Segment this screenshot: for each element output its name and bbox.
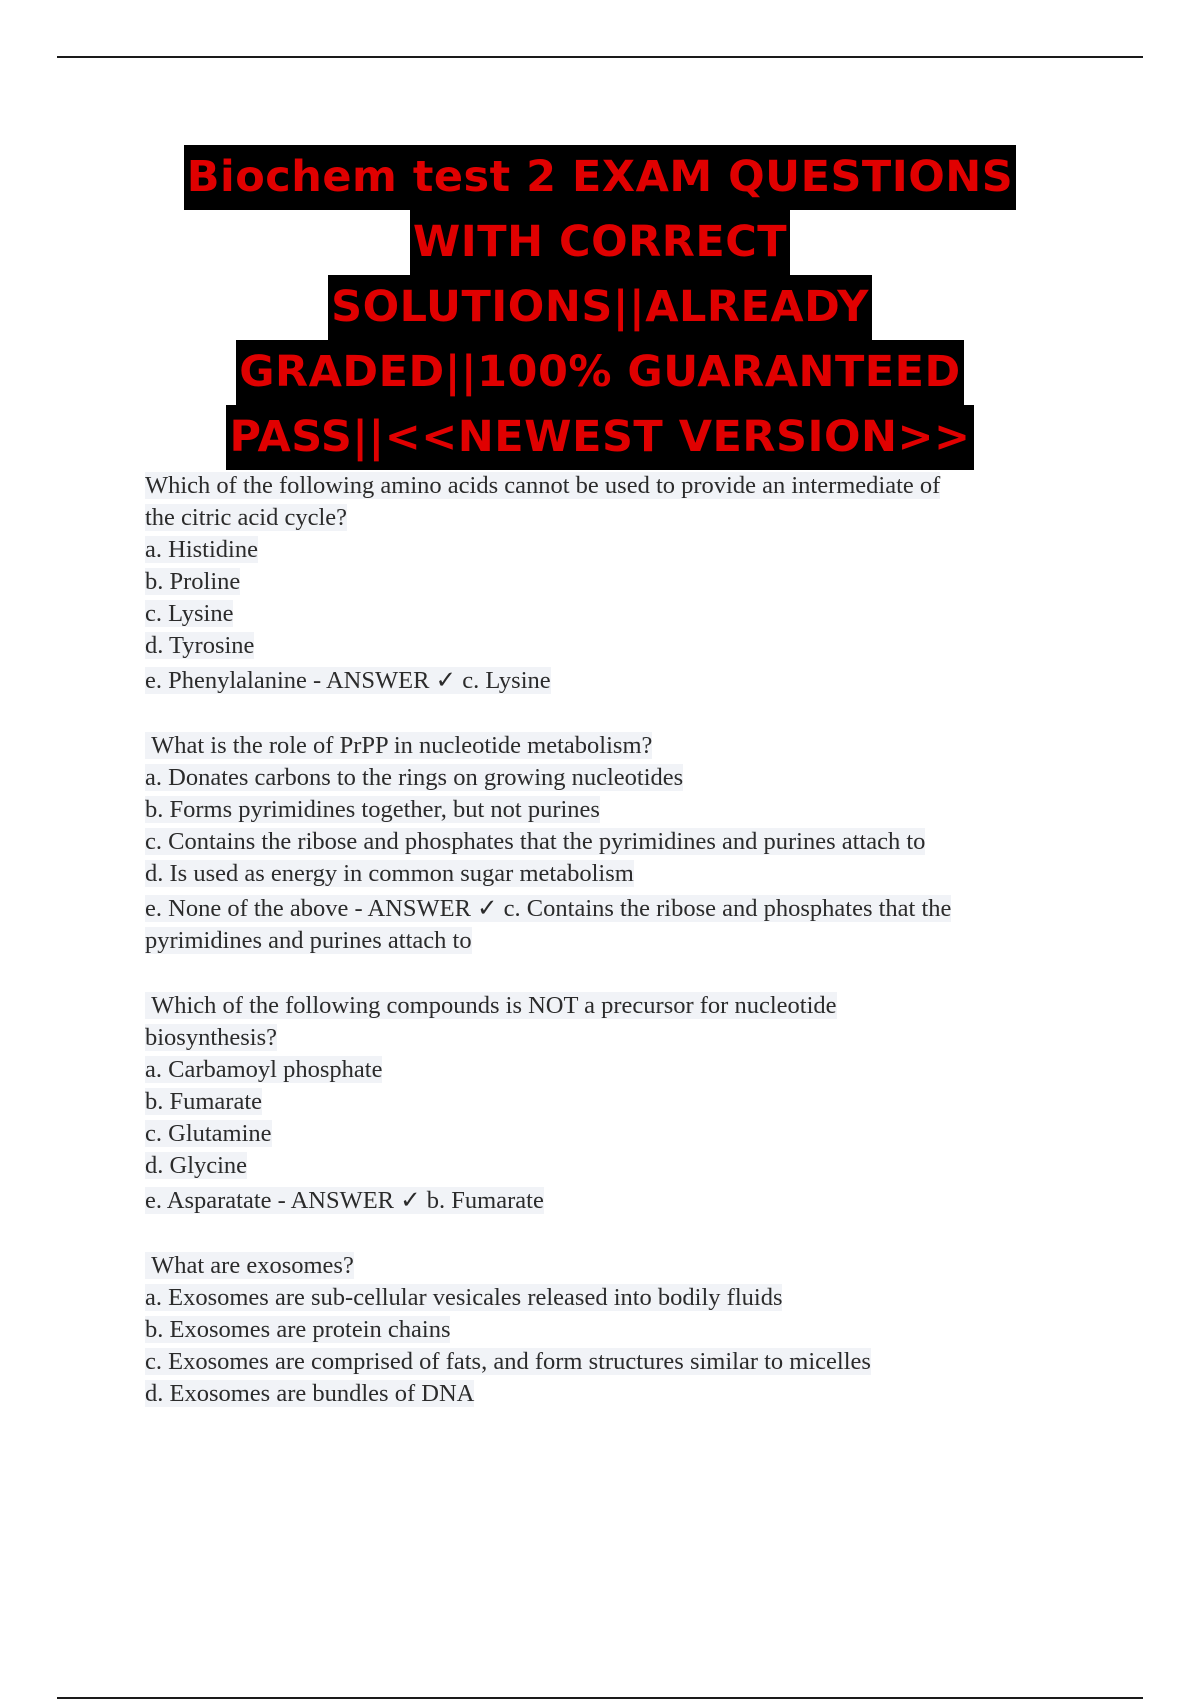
answer-key: e. None of the above - ANSWER ✓ c. Contains the ribose and phosphates that the xyxy=(145,895,952,922)
title-line: GRADED||100% GUARANTEED xyxy=(236,340,963,405)
title-line: PASS||<<NEWEST VERSION>> xyxy=(226,405,973,470)
header-rule xyxy=(57,56,1143,58)
question-text: What are exosomes? xyxy=(145,1252,354,1279)
answer-option: a. Carbamoyl phosphate xyxy=(145,1056,383,1083)
question-text: Which of the following amino acids cannot be used to provide an intermediate of xyxy=(145,472,941,499)
answer-key: e. Phenylalanine - ANSWER ✓ c. Lysine xyxy=(145,667,551,694)
answer-option: a. Donates carbons to the rings on growing nucleotides xyxy=(145,764,684,791)
answer-option: a. Exosomes are sub-cellular vesicales released into bodily fluids xyxy=(145,1284,783,1311)
question-text: What is the role of PrPP in nucleotide metabolism? xyxy=(145,732,653,759)
answer-key: pyrimidines and purines attach to xyxy=(145,927,472,954)
question-list xyxy=(145,470,1085,1410)
question-text: Which of the following compounds is NOT a precursor for nucleotide xyxy=(145,992,837,1019)
question-text: biosynthesis? xyxy=(145,1024,278,1051)
document-title xyxy=(0,145,1200,470)
answer-option: c. Lysine xyxy=(145,600,234,627)
answer-option: c. Glutamine xyxy=(145,1120,272,1147)
answer-option: c. Contains the ribose and phosphates that the pyrimidines and purines attach to xyxy=(145,828,926,855)
title-line: Biochem test 2 EXAM QUESTIONS xyxy=(184,145,1017,210)
answer-option: a. Histidine xyxy=(145,536,258,563)
question-block xyxy=(145,990,1085,1217)
answer-option: d. Glycine xyxy=(145,1152,248,1179)
answer-option: b. Forms pyrimidines together, but not purines xyxy=(145,796,600,823)
answer-key: e. Asparatate - ANSWER ✓ b. Fumarate xyxy=(145,1187,544,1214)
footer-rule xyxy=(57,1697,1143,1699)
question-block xyxy=(145,1250,1085,1410)
question-text: the citric acid cycle? xyxy=(145,504,347,531)
answer-option: d. Is used as energy in common sugar metabolism xyxy=(145,860,634,887)
answer-option: b. Proline xyxy=(145,568,241,595)
answer-option: b. Exosomes are protein chains xyxy=(145,1316,451,1343)
question-block xyxy=(145,730,1085,957)
answer-option: d. Tyrosine xyxy=(145,632,255,659)
answer-option: d. Exosomes are bundles of DNA xyxy=(145,1380,475,1407)
title-line: SOLUTIONS||ALREADY xyxy=(328,275,872,340)
title-line: WITH CORRECT xyxy=(410,210,790,275)
answer-option: b. Fumarate xyxy=(145,1088,263,1115)
question-block xyxy=(145,470,1085,697)
answer-option: c. Exosomes are comprised of fats, and form structures similar to micelles xyxy=(145,1348,871,1375)
